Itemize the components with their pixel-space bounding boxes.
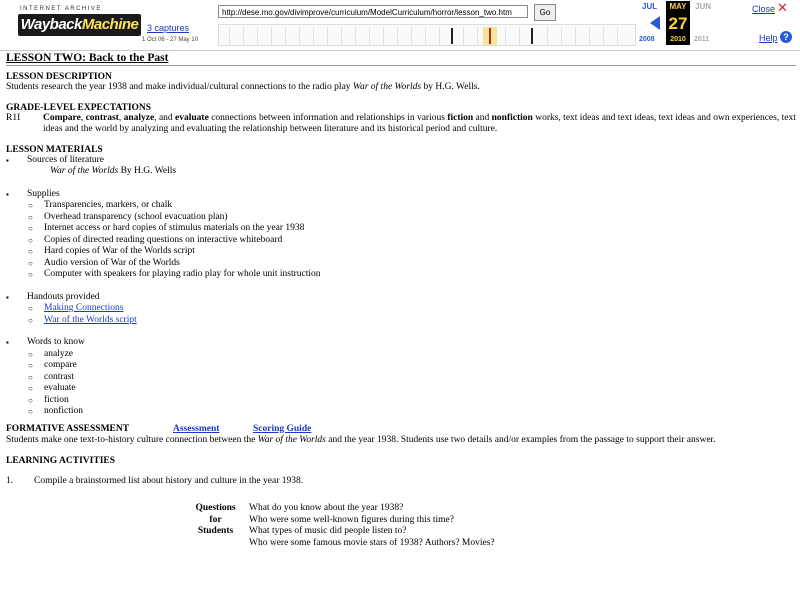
wayback-logo[interactable]: WaybackMachine	[18, 14, 141, 36]
list-item: ○ fiction	[6, 395, 796, 407]
questions-table	[190, 503, 495, 549]
next-month: JUN	[695, 2, 712, 11]
list-item: ○ Computer with speakers for playing radio play for whole unit instruction	[6, 269, 796, 281]
list-item: ○ evaluate	[6, 383, 796, 395]
formative-heading: FORMATIVE ASSESSMENT	[6, 423, 130, 434]
url-input[interactable]: http://dese.mo.gov/divimprove/curriculum/ModelCurriculum/horror/lesson_two.htm	[218, 5, 528, 18]
list-item: ○ Transparencies, markers, or chalk	[6, 200, 796, 212]
captures-link[interactable]: 3 captures	[147, 23, 190, 33]
prev-month[interactable]: JUL	[642, 2, 658, 11]
scoring-guide-link[interactable]: Scoring Guide	[253, 423, 312, 434]
ge-heading: GRADE-LEVEL EXPECTATIONS	[6, 102, 152, 113]
list-item: ○ Internet access or hard copies of stimulus materials on the year 1938	[6, 223, 796, 235]
capture-range: 1 Oct 06 - 27 May 10	[142, 37, 199, 43]
current-day: 27	[666, 13, 690, 35]
handout-item	[6, 315, 796, 327]
capture-timeline[interactable]	[218, 24, 636, 46]
activities-heading: LEARNING ACTIVITIES	[6, 455, 116, 466]
supplies-label: ▪ Supplies	[6, 189, 796, 201]
questions-label: for	[209, 514, 222, 525]
prev-arrow-icon[interactable]	[650, 16, 660, 30]
lesson-page	[6, 51, 796, 487]
handout-item	[6, 303, 796, 315]
current-month: MAY	[666, 1, 690, 13]
assessment-link[interactable]: Assessment	[173, 423, 220, 434]
formative-text: Students make one text-to-history culture connection between the War of the Worlds and the year 1938. Students use two details and/or examples from the passage to support their answer.	[6, 435, 716, 445]
sources-label: ▪ Sources of literature	[6, 155, 796, 167]
description-text: Students research the year 1938 and make individual/cultural connections to the radio play War of the Worlds by H.G. Wells.	[6, 82, 480, 92]
question-item: What types of music did people listen to?	[249, 526, 407, 536]
current-year: 2010	[666, 35, 690, 45]
ge-row	[6, 113, 796, 136]
script-link[interactable]: War of the Worlds script	[44, 314, 137, 325]
activity-text: Compile a brainstormed list about history and culture in the year 1938.	[34, 475, 304, 486]
handouts-label: ▪ Handouts provided	[6, 292, 796, 304]
next-year: 2011	[694, 36, 710, 43]
sources-item: War of the Worlds By H.G. Wells	[50, 166, 177, 176]
activity-item	[6, 476, 796, 488]
description-heading: LESSON DESCRIPTION	[6, 72, 112, 82]
list-item: ○ contrast	[6, 372, 796, 384]
formative-row	[6, 424, 796, 436]
help-icon[interactable]: ?	[780, 31, 792, 43]
list-item: ○ Hard copies of War of the Worlds script	[6, 246, 796, 258]
page-title: LESSON TWO: Back to the Past	[6, 52, 169, 64]
close-icon[interactable]: ✕	[777, 0, 788, 15]
go-button[interactable]: Go	[534, 4, 556, 21]
questions-label: Students	[197, 526, 234, 536]
list-item: ○ Overhead transparency (school evacuation plan)	[6, 212, 796, 224]
question-item: Who were some famous movie stars of 1938? Authors? Movies?	[249, 537, 495, 548]
ge-text: Compare, contrast, analyze, and evaluate connections between information and relationships in various fiction and nonfiction works, text ideas and text ideas, text ideas and own experiences, text ideas and the world by analyzing and evaluating the relationship between literature and its historical period and culture.	[43, 112, 796, 134]
question-item: Who were some well-known figures during this time?	[249, 514, 454, 525]
list-item: ○ Audio version of War of the Worlds	[6, 258, 796, 270]
internet-archive-label: INTERNET ARCHIVE	[20, 6, 102, 12]
close-link[interactable]: Close	[752, 4, 776, 14]
materials-list	[6, 155, 796, 418]
activity-number: 1.	[6, 475, 14, 486]
list-item: ○ nonfiction	[6, 406, 796, 418]
wayback-toolbar	[0, 0, 800, 51]
ge-code: R1I	[6, 112, 21, 123]
question-item: What do you know about the year 1938?	[249, 503, 404, 513]
words-label: ▪ Words to know	[6, 337, 796, 349]
divider	[6, 65, 796, 66]
list-item: ○ compare	[6, 360, 796, 372]
list-item: ○ Copies of directed reading questions on interactive whiteboard	[6, 235, 796, 247]
questions-label: Questions	[195, 503, 236, 513]
making-connections-link[interactable]: Making Connections	[44, 303, 124, 313]
prev-year[interactable]: 2008	[639, 36, 655, 43]
materials-heading: LESSON MATERIALS	[6, 144, 103, 155]
list-item: ○ analyze	[6, 349, 796, 361]
help-link[interactable]: Help	[759, 33, 778, 43]
